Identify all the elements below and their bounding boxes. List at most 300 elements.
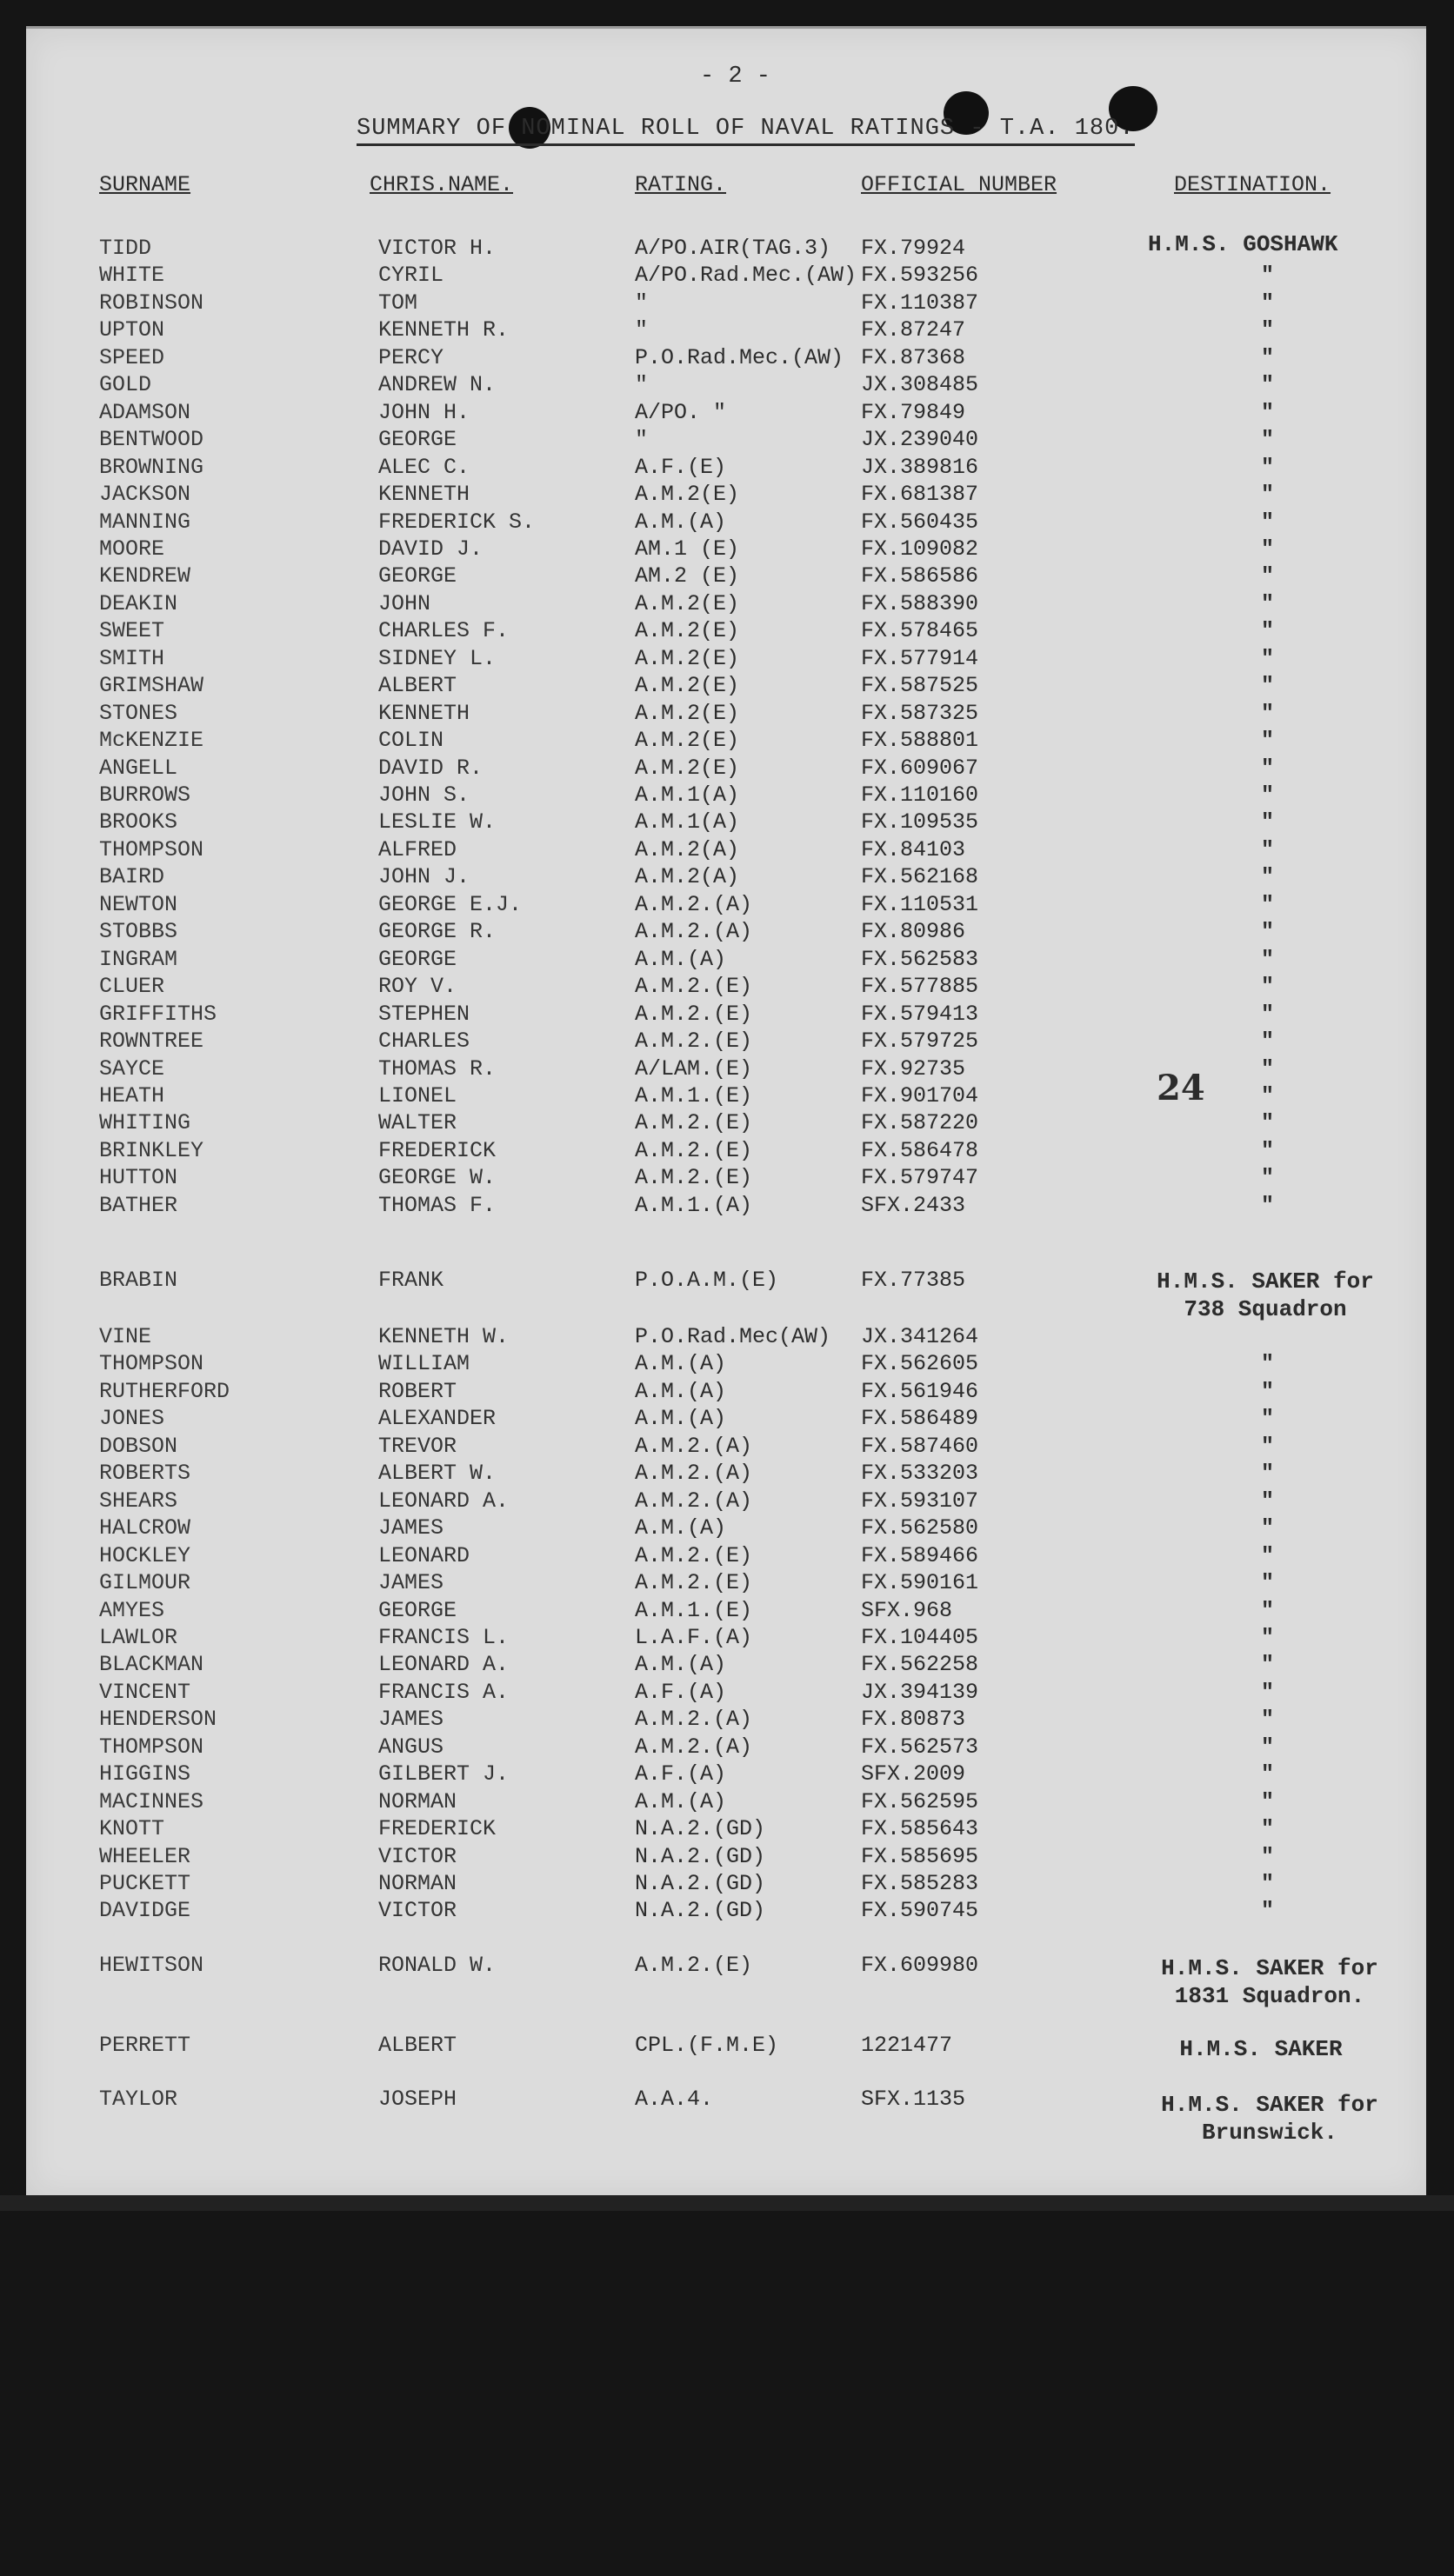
surname-cell: VINE	[99, 1324, 152, 1349]
official-number-cell: FX.79849	[861, 399, 966, 425]
christian-name-cell: FRANCIS A.	[378, 1679, 510, 1705]
rating-cell: "	[635, 317, 649, 343]
table-row	[26, 1707, 1426, 1733]
destination-cell: "	[1261, 836, 1275, 862]
surname-cell: INGRAM	[99, 946, 178, 972]
rating-cell: A.M.2.(A)	[635, 1433, 753, 1459]
rating-cell: A.M.2.(E)	[635, 1953, 753, 1978]
table-row	[26, 1789, 1426, 1815]
table-row	[26, 864, 1426, 890]
destination-cell: "	[1261, 1652, 1275, 1678]
destination-line1: H.M.S. SAKER	[1179, 2036, 1343, 2062]
surname-cell: ROWNTREE	[99, 1028, 204, 1055]
christian-name-cell: DAVID J.	[378, 536, 484, 562]
christian-name-cell: ROY V.	[378, 974, 457, 1000]
official-number-cell: FX.587325	[861, 700, 979, 726]
surname-cell: BROOKS	[99, 809, 178, 835]
christian-name-cell: GEORGE E.J.	[378, 891, 523, 917]
table-row	[26, 974, 1426, 1000]
surname-cell: DOBSON	[99, 1433, 178, 1459]
christian-name-cell: VICTOR	[378, 1898, 457, 1924]
destination-cell: "	[1261, 509, 1275, 535]
rating-cell: "	[635, 372, 649, 398]
destination-cell: "	[1261, 563, 1275, 589]
official-number-cell: FX.560435	[861, 509, 979, 535]
table-row	[26, 673, 1426, 699]
destination-cell: "	[1261, 919, 1275, 945]
rating-cell: A.M.(A)	[635, 1351, 727, 1377]
surname-cell: SWEET	[99, 618, 165, 644]
surname-cell: LAWLOR	[99, 1624, 178, 1650]
surname-cell: HEWITSON	[99, 1953, 204, 1978]
rating-cell: P.O.A.M.(E)	[635, 1268, 779, 1293]
official-number-cell: JX.394139	[861, 1679, 979, 1705]
destination-cell: "	[1261, 482, 1275, 508]
rating-cell: A.M.2.(E)	[635, 1110, 753, 1136]
rating-cell: N.A.2.(GD)	[635, 1816, 766, 1842]
surname-cell: JACKSON	[99, 482, 191, 508]
table-row	[26, 1570, 1426, 1596]
rating-cell: A.M.2.(E)	[635, 1165, 753, 1191]
surname-cell: GOLD	[99, 372, 152, 398]
official-number-cell: SFX.2433	[861, 1192, 966, 1218]
table-row	[26, 1002, 1426, 1028]
surname-cell: UPTON	[99, 317, 165, 343]
official-number-cell: FX.562605	[861, 1351, 979, 1377]
christian-name-cell: ANGUS	[378, 1734, 444, 1760]
surname-cell: BENTWOOD	[99, 427, 204, 453]
table-row	[26, 755, 1426, 782]
surname-cell: VINCENT	[99, 1679, 191, 1705]
official-number-cell: FX.578465	[861, 618, 979, 644]
christian-name-cell: VICTOR	[378, 1843, 457, 1869]
official-number-cell: FX.588390	[861, 590, 979, 616]
page-number: - 2 -	[700, 63, 771, 90]
header-surname: SURNAME	[99, 172, 191, 197]
official-number-cell: JX.308485	[861, 372, 979, 398]
surname-cell: BRABIN	[99, 1268, 178, 1293]
christian-name-cell: CHARLES	[378, 1028, 470, 1055]
destination-cell: "	[1261, 1679, 1275, 1705]
destination-line2: Brunswick.	[1201, 2120, 1338, 2146]
christian-name-cell: THOMAS R.	[378, 1055, 497, 1082]
destination-cell: "	[1261, 1433, 1275, 1459]
surname-cell: WHITE	[99, 263, 165, 289]
christian-name-cell: KENNETH	[378, 482, 470, 508]
surname-cell: KNOTT	[99, 1816, 165, 1842]
destination-cell: "	[1261, 1137, 1275, 1163]
destination-cell: "	[1261, 809, 1275, 835]
surname-cell: BLACKMAN	[99, 1652, 204, 1678]
surname-cell: GILMOUR	[99, 1570, 191, 1596]
rating-cell: A.M.2.(E)	[635, 1137, 753, 1163]
christian-name-cell: FREDERICK	[378, 1137, 497, 1163]
handwritten-count: 24	[1157, 1068, 1205, 1108]
surname-cell: GRIFFITHS	[99, 1001, 217, 1027]
destination-cell: "	[1261, 290, 1275, 316]
surname-cell: SPEED	[99, 344, 165, 370]
rating-cell: N.A.2.(GD)	[635, 1871, 766, 1896]
official-number-cell: FX.562595	[861, 1788, 979, 1814]
official-number-cell: FX.92735	[861, 1055, 966, 1082]
christian-name-cell: JOHN H.	[378, 399, 470, 425]
christian-name-cell: STEPHEN	[378, 1001, 470, 1027]
official-number-cell: FX.681387	[861, 482, 979, 508]
christian-name-cell: WALTER	[378, 1110, 457, 1136]
official-number-cell: FX.562580	[861, 1515, 979, 1541]
official-number-cell: FX.110160	[861, 782, 979, 808]
rating-cell: A.M.2(A)	[635, 836, 740, 862]
destination-cell: "	[1261, 618, 1275, 644]
header-official-number: OFFICIAL NUMBER	[861, 172, 1057, 197]
surname-cell: STONES	[99, 700, 178, 726]
official-number-cell: SFX.2009	[861, 1761, 966, 1787]
surname-cell: WHEELER	[99, 1843, 191, 1869]
christian-name-cell: GEORGE	[378, 427, 457, 453]
table-row	[26, 482, 1426, 508]
rating-cell: P.O.Rad.Mec.(AW)	[635, 344, 844, 370]
rating-cell: "	[635, 427, 649, 453]
destination-cell: "	[1261, 454, 1275, 480]
official-number-cell: FX.577914	[861, 645, 979, 671]
table-row	[26, 1761, 1426, 1787]
christian-name-cell: TREVOR	[378, 1433, 457, 1459]
christian-name-cell: ALEC C.	[378, 454, 470, 480]
christian-name-cell: ANDREW N.	[378, 372, 497, 398]
surname-cell: HUTTON	[99, 1165, 178, 1191]
official-number-cell: FX.593256	[861, 263, 979, 289]
christian-name-cell: LESLIE W.	[378, 809, 497, 835]
christian-name-cell: JOHN J.	[378, 864, 470, 890]
document-title: SUMMARY OF NOMINAL ROLL OF NAVAL RATINGS - T.A. 180.	[357, 116, 1135, 146]
table-row	[26, 1028, 1426, 1055]
official-number-cell: FX.585283	[861, 1871, 979, 1896]
surname-cell: JONES	[99, 1406, 165, 1432]
christian-name-cell: ALFRED	[378, 836, 457, 862]
official-number-cell: FX.577885	[861, 974, 979, 1000]
surname-cell: WHITING	[99, 1110, 191, 1136]
surname-cell: McKENZIE	[99, 728, 204, 754]
destination-cell: "	[1261, 673, 1275, 699]
destination-goshawk	[1148, 230, 1409, 258]
surname-cell: BURROWS	[99, 782, 191, 808]
table-row	[26, 1461, 1426, 1487]
destination-saker-1831	[1126, 1954, 1413, 2010]
table-row	[26, 1543, 1426, 1569]
rating-cell: A.M.2.(A)	[635, 919, 753, 945]
surname-cell: ANGELL	[99, 755, 178, 781]
rating-cell: A/PO.Rad.Mec.(AW)	[635, 263, 857, 289]
official-number-cell: FX.587220	[861, 1110, 979, 1136]
surname-cell: NEWTON	[99, 891, 178, 917]
table-row	[26, 1652, 1426, 1678]
official-number-cell: FX.561946	[861, 1378, 979, 1404]
destination-cell: "	[1261, 700, 1275, 726]
official-number-cell: FX.109535	[861, 809, 979, 835]
destination-cell: "	[1261, 1761, 1275, 1787]
surname-cell: HEATH	[99, 1082, 165, 1108]
destination-cell: "	[1261, 645, 1275, 671]
table-row	[26, 1734, 1426, 1761]
official-number-cell: FX.593107	[861, 1488, 979, 1514]
destination-cell: "	[1261, 263, 1275, 289]
rating-cell: A.M.(A)	[635, 946, 727, 972]
christian-name-cell: LEONARD	[378, 1542, 470, 1568]
surname-cell: ROBINSON	[99, 290, 204, 316]
christian-name-cell: LEONARD A.	[378, 1652, 510, 1678]
official-number-cell: FX.609067	[861, 755, 979, 781]
official-number-cell: FX.590161	[861, 1570, 979, 1596]
table-row	[26, 372, 1426, 398]
christian-name-cell: WILLIAM	[378, 1351, 470, 1377]
christian-name-cell: NORMAN	[378, 1871, 457, 1896]
table-row	[26, 1351, 1426, 1377]
surname-cell: HOCKLEY	[99, 1542, 191, 1568]
christian-name-cell: ALEXANDER	[378, 1406, 497, 1432]
destination-cell: "	[1261, 1898, 1275, 1924]
christian-name-cell: GEORGE	[378, 1597, 457, 1623]
rating-cell: A.M.2.(E)	[635, 1542, 753, 1568]
rating-cell: "	[635, 290, 649, 316]
christian-name-cell: GEORGE	[378, 946, 457, 972]
surname-cell: AMYES	[99, 1597, 165, 1623]
table-row	[26, 317, 1426, 343]
destination-cell: "	[1261, 1488, 1275, 1514]
rating-cell: A.M.1.(E)	[635, 1597, 753, 1623]
table-row	[26, 263, 1426, 289]
rating-cell: A.M.1(A)	[635, 782, 740, 808]
christian-name-cell: GEORGE	[378, 563, 457, 589]
destination-cell: "	[1261, 1570, 1275, 1596]
official-number-cell: FX.586586	[861, 563, 979, 589]
rating-cell: A.M.2(E)	[635, 482, 740, 508]
table-row	[26, 1379, 1426, 1405]
destination-line1: H.M.S. SAKER for	[1157, 1268, 1374, 1295]
official-number-cell: FX.562573	[861, 1734, 979, 1760]
rating-cell: A.M.2.(E)	[635, 1001, 753, 1027]
table-row	[26, 1625, 1426, 1651]
christian-name-cell: FREDERICK	[378, 1816, 497, 1842]
rating-cell: A.M.(A)	[635, 1788, 727, 1814]
table-row	[26, 782, 1426, 809]
official-number-cell: FX.590745	[861, 1898, 979, 1924]
destination-cell: "	[1261, 1515, 1275, 1541]
destination-cell: "	[1261, 1734, 1275, 1760]
christian-name-cell: JOSEPH	[378, 2087, 457, 2112]
christian-name-cell: ALBERT W.	[378, 1461, 497, 1487]
rating-cell: A.M.2(E)	[635, 755, 740, 781]
surname-cell: THOMPSON	[99, 1351, 204, 1377]
christian-name-cell: KENNETH	[378, 700, 470, 726]
destination-cell: "	[1261, 372, 1275, 398]
table-row	[26, 591, 1426, 617]
table-row	[26, 427, 1426, 453]
official-number-cell: FX.109082	[861, 536, 979, 562]
table-row	[26, 1898, 1426, 1924]
surname-cell: GRIMSHAW	[99, 673, 204, 699]
destination-cell: "	[1261, 728, 1275, 754]
official-number-cell: JX.389816	[861, 454, 979, 480]
surname-cell: ADAMSON	[99, 399, 191, 425]
christian-name-cell: CYRIL	[378, 263, 444, 289]
surname-cell: TAYLOR	[99, 2087, 178, 2112]
official-number-cell: FX.110531	[861, 891, 979, 917]
table-row	[26, 1193, 1426, 1219]
rating-cell: A/PO.AIR(TAG.3)	[635, 236, 831, 261]
rating-cell: A.M.2.(E)	[635, 1570, 753, 1596]
destination-cell: "	[1261, 1542, 1275, 1568]
christian-name-cell: COLIN	[378, 728, 444, 754]
destination-cell: "	[1261, 1406, 1275, 1432]
table-row	[26, 1324, 1426, 1350]
destination-cell: "	[1261, 1351, 1275, 1377]
destination-cell: "	[1261, 864, 1275, 890]
destination-line1: H.M.S. SAKER for	[1161, 2092, 1378, 2118]
official-number-cell: FX.586489	[861, 1406, 979, 1432]
table-row	[26, 947, 1426, 973]
christian-name-cell: GILBERT J.	[378, 1761, 510, 1787]
official-number-cell: 1221477	[861, 2033, 953, 2058]
destination-cell: "	[1261, 946, 1275, 972]
surname-cell: KENDREW	[99, 563, 191, 589]
destination-cell: "	[1261, 1461, 1275, 1487]
official-number-cell: FX.87247	[861, 317, 966, 343]
destination-cell: "	[1261, 974, 1275, 1000]
surname-cell: PUCKETT	[99, 1871, 191, 1896]
background-fold	[0, 2195, 1454, 2211]
official-number-cell: FX.110387	[861, 290, 979, 316]
surname-cell: ROBERTS	[99, 1461, 191, 1487]
rating-cell: A.F.(E)	[635, 454, 727, 480]
destination-line2: 738 Squadron	[1184, 1296, 1347, 1322]
table-row	[26, 1598, 1426, 1624]
surname-cell: MOORE	[99, 536, 165, 562]
surname-cell: SMITH	[99, 645, 165, 671]
official-number-cell: FX.579725	[861, 1028, 979, 1055]
destination-cell: "	[1261, 1871, 1275, 1896]
surname-cell: HALCROW	[99, 1515, 191, 1541]
rating-cell: A.F.(A)	[635, 1679, 727, 1705]
destination-cell: "	[1261, 317, 1275, 343]
rating-cell: A.M.1.(E)	[635, 1082, 753, 1108]
destination-cell: "	[1261, 1001, 1275, 1027]
table-row	[26, 1110, 1426, 1136]
rating-cell: A.M.2(E)	[635, 618, 740, 644]
surname-cell: MANNING	[99, 509, 191, 535]
surname-cell: THOMPSON	[99, 836, 204, 862]
destination-cell: "	[1261, 536, 1275, 562]
table-row	[26, 1406, 1426, 1432]
destination-cell: "	[1261, 891, 1275, 917]
rating-cell: A/LAM.(E)	[635, 1055, 753, 1082]
official-number-cell: FX.586478	[861, 1137, 979, 1163]
table-row	[26, 1434, 1426, 1460]
surname-cell: PERRETT	[99, 2033, 191, 2058]
christian-name-cell: SIDNEY L.	[378, 645, 497, 671]
rating-cell: A.M.(A)	[635, 1378, 727, 1404]
destination-cell: "	[1261, 1707, 1275, 1733]
official-number-cell: FX.579413	[861, 1001, 979, 1027]
roll-table	[26, 29, 1426, 2198]
destination-text: H.M.S. GOSHAWK	[1148, 231, 1338, 257]
official-number-cell: FX.104405	[861, 1624, 979, 1650]
official-number-cell: FX.79924	[861, 236, 966, 261]
destination-cell: "	[1261, 1165, 1275, 1191]
official-number-cell: FX.587525	[861, 673, 979, 699]
christian-name-cell: FRANK	[378, 1268, 444, 1293]
rating-cell: A.M.2.(A)	[635, 1461, 753, 1487]
official-number-cell: JX.341264	[861, 1324, 979, 1349]
official-number-cell: FX.588801	[861, 728, 979, 754]
christian-name-cell: PERCY	[378, 344, 444, 370]
rating-cell: L.A.F.(A)	[635, 1624, 753, 1650]
surname-cell: DEAKIN	[99, 590, 178, 616]
destination-cell: "	[1261, 1110, 1275, 1136]
rating-cell: A.M.2(A)	[635, 864, 740, 890]
christian-name-cell: NORMAN	[378, 1788, 457, 1814]
table-row	[26, 1680, 1426, 1706]
destination-cell: "	[1261, 755, 1275, 781]
rating-cell: A.M.2(E)	[635, 673, 740, 699]
table-row	[26, 1083, 1426, 1109]
rating-cell: A.M.2.(A)	[635, 1707, 753, 1733]
christian-name-cell: VICTOR H.	[378, 236, 497, 261]
destination-line2: 1831 Squadron.	[1174, 1983, 1365, 2009]
table-row	[26, 455, 1426, 481]
rating-cell: A.M.2(E)	[635, 728, 740, 754]
destination-cell: "	[1261, 1843, 1275, 1869]
rating-cell: A.M.2.(A)	[635, 1734, 753, 1760]
table-row	[26, 892, 1426, 918]
christian-name-cell: ALBERT	[378, 2033, 457, 2058]
official-number-cell: SFX.1135	[861, 2087, 966, 2112]
official-number-cell: FX.80986	[861, 919, 966, 945]
rating-cell: A/PO. "	[635, 399, 727, 425]
destination-cell: "	[1261, 1378, 1275, 1404]
christian-name-cell: FRANCIS L.	[378, 1624, 510, 1650]
christian-name-cell: ALBERT	[378, 673, 457, 699]
table-row	[26, 1844, 1426, 1870]
official-number-cell: FX.84103	[861, 836, 966, 862]
destination-cell: "	[1261, 782, 1275, 808]
table-row	[26, 646, 1426, 672]
christian-name-cell: THOMAS F.	[378, 1192, 497, 1218]
official-number-cell: FX.609980	[861, 1953, 979, 1978]
christian-name-cell: JAMES	[378, 1515, 444, 1541]
rating-cell: A.M.(A)	[635, 1515, 727, 1541]
surname-cell: STOBBS	[99, 919, 178, 945]
rating-cell: A.M.(A)	[635, 1406, 727, 1432]
table-row	[26, 345, 1426, 371]
table-row	[26, 1056, 1426, 1082]
christian-name-cell: GEORGE W.	[378, 1165, 497, 1191]
table-row	[26, 809, 1426, 835]
rating-cell: A.M.(A)	[635, 509, 727, 535]
christian-name-cell: LIONEL	[378, 1082, 457, 1108]
destination-saker	[1117, 2035, 1404, 2063]
destination-cell: "	[1261, 1028, 1275, 1055]
surname-cell: SHEARS	[99, 1488, 178, 1514]
official-number-cell: JX.239040	[861, 427, 979, 453]
rating-cell: N.A.2.(GD)	[635, 1898, 766, 1924]
destination-cell: "	[1261, 1597, 1275, 1623]
surname-cell: DAVIDGE	[99, 1898, 191, 1924]
christian-name-cell: CHARLES F.	[378, 618, 510, 644]
christian-name-cell: RONALD W.	[378, 1953, 497, 1978]
official-number-cell: FX.77385	[861, 1268, 966, 1293]
official-number-cell: FX.80873	[861, 1707, 966, 1733]
official-number-cell: FX.585695	[861, 1843, 979, 1869]
